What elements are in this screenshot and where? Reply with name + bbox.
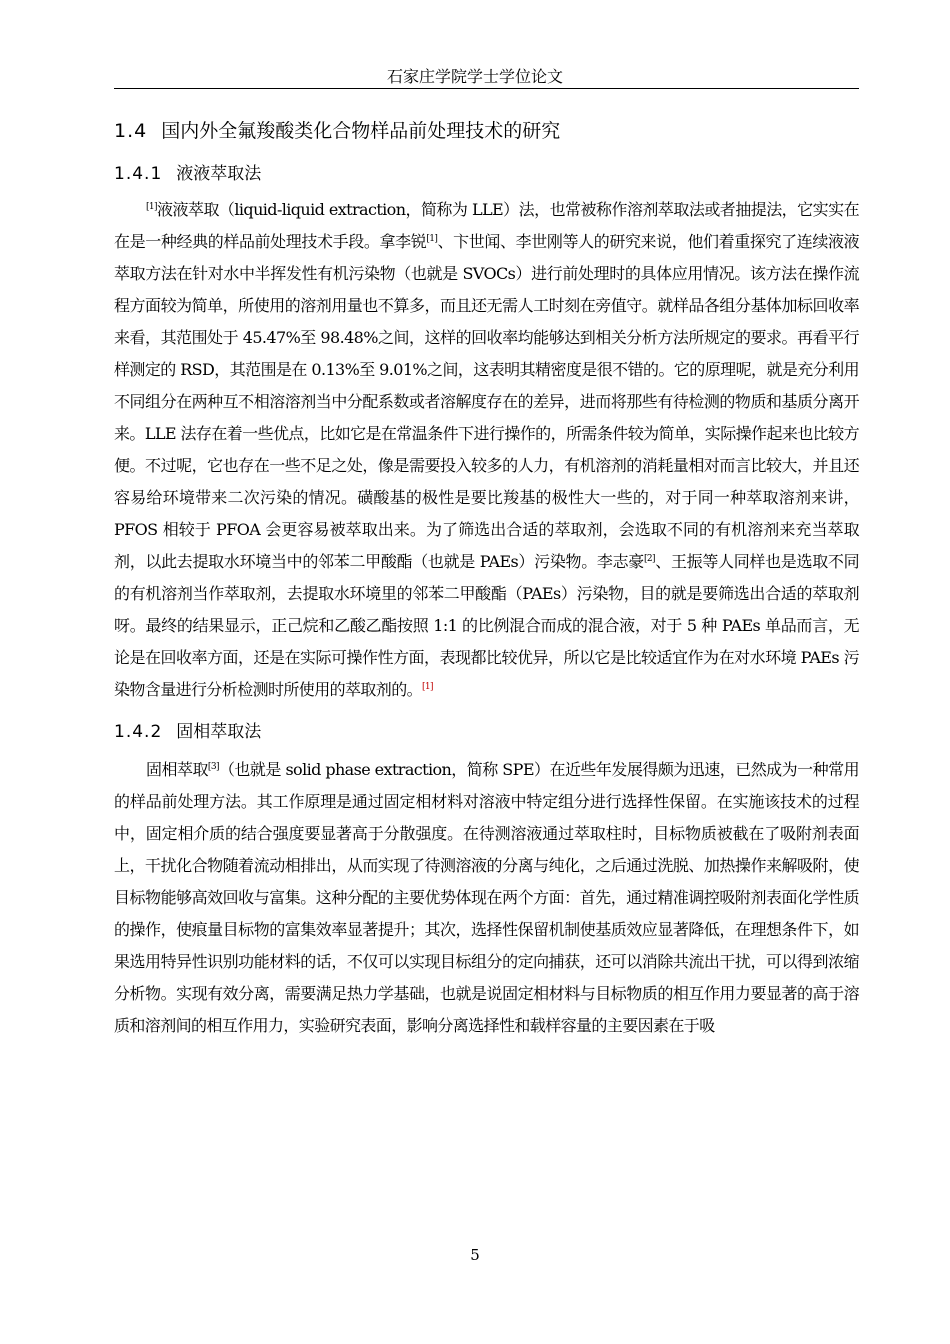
citation: [1] <box>146 202 157 212</box>
citation: [3] <box>207 762 219 772</box>
running-header: 石家庄学院学士学位论文 <box>386 67 563 86</box>
paragraph-text: 液液萃取（liquid-liquid extraction，简称为 LLE）法，也常被称作溶剂萃取法或者抽提法，它实实在在是一种经典的样品前处理技术手段。拿李锐 <box>114 200 859 251</box>
subsection-title: 固相萃取法 <box>176 722 262 742</box>
paragraph-lle <box>114 194 859 706</box>
section-number: 1.4 <box>114 120 148 142</box>
page-number: 5 <box>470 1246 480 1264</box>
page-body <box>114 112 859 1042</box>
paragraph-text: （也就是 solid phase extraction，简称 SPE）在近些年发展得颇为迅速，已然成为一种常用的样品前处理方法。其工作原理是通过固定相材料对溶液中特定组分进行选择性保留。在实施该技术的过程中，固定相介质的结合强度要显著高于分散强度。在待测溶液通过萃取柱时，目标物质被截在了吸附剂表面上，干扰化合物随着流动相排出，从而实现了待测溶液的分离与纯化，之后通过洗脱、加热操作来解吸附，使目标物能够高效回收与富集。这种分配的主要优势体现在两个方面：首先，通过精准调控吸附剂表面化学性质的操作，使痕量目标物的富集效率显著提升；其次，选择性保留机制使基质效应显著降低，在理想条件下，如果选用特异性识别功能材料的话，不仅可以实现目标组分的定向捕获，还可以消除共流出干扰，可以得到浓缩分析物。实现有效分离，需要满足热力学基础，也就是说固定相材料与目标物质的相互作用力要显著的高于溶质和溶剂间的相互作用力，实验研究表面，影响分离选择性和载样容量的主要因素在于吸 <box>114 760 859 1035</box>
subsection-heading-spe <box>114 714 859 750</box>
paragraph-spe <box>114 754 859 1042</box>
paragraph-text: 、卞世闻、李世刚等人的研究来说，他们着重探究了连续液液萃取方法在针对水中半挥发性有机污染物（也就是 SVOCs）进行前处理时的具体应用情况。该方法在操作流程方面较为简单，所使用的溶剂用量也不算多，而且还无需人工时刻在旁值守。就样品各组分基体加标回收率来看，其范围处于 45.47%至 98.48%之间，这样的回收率均能够达到相关分析方法所规定的要求。再看平行样测定的 RSD，其范围是在 0.13%至 9.01%之间，这表明其精密度是很不错的。它的原理呢，就是充分利用不同组分在两种互不相溶溶剂当中分配系数或者溶解度存在的差异，进而将那些有待检测的物质和基质分离开来。LLE 法存在着一些优点，比如它是在常温条件下进行操作的，所需条件较为简单，实际操作起来也比较方便。不过呢，它也存在一些不足之处，像是需要投入较多的人力，有机溶剂的消耗量相对而言比较大，并且还容易给环境带来二次污染的情况。磺酸基的极性是要比羧基的极性大一些的，对于同一种萃取溶剂来讲，PFOS 相较于 PFOA 会更容易被萃取出来。为了筛选出合适的萃取剂，会选取不同的有机溶剂来充当萃取剂，以此去提取水环境当中的邻苯二甲酸酯（也就是 PAEs）污染物。李志豪 <box>114 232 859 571</box>
paragraph-text: 固相萃取 <box>146 760 208 779</box>
section-title: 国内外全氟羧酸类化合物样品前处理技术的研究 <box>161 120 561 142</box>
subsection-number: 1.4.1 <box>114 164 163 184</box>
citation: [1] <box>426 234 438 244</box>
citation-link[interactable]: [1] <box>422 682 433 692</box>
citation: [2] <box>644 554 655 564</box>
subsection-title: 液液萃取法 <box>176 164 262 184</box>
section-heading <box>114 112 859 150</box>
paragraph-text: 、王振等人同样也是选取不同的有机溶剂当作萃取剂，去提取水环境里的邻苯二甲酸酯（PAEs）污染物，目的就是要筛选出合适的萃取剂呀。最终的结果显示，正己烷和乙酸乙酯按照 1:1 的比例混合而成的混合液，对于 5 种 PAEs 单品而言，无论是在回收率方面，还是在实际可操作性方面，表现都比较优异，所以它是比较适宜作为在对水环境 PAEs 污染物含量进行分析检测时所使用的萃取剂的。 <box>114 552 859 699</box>
subsection-heading-lle <box>114 156 859 192</box>
subsection-number: 1.4.2 <box>114 722 163 742</box>
header-rule <box>114 88 859 89</box>
